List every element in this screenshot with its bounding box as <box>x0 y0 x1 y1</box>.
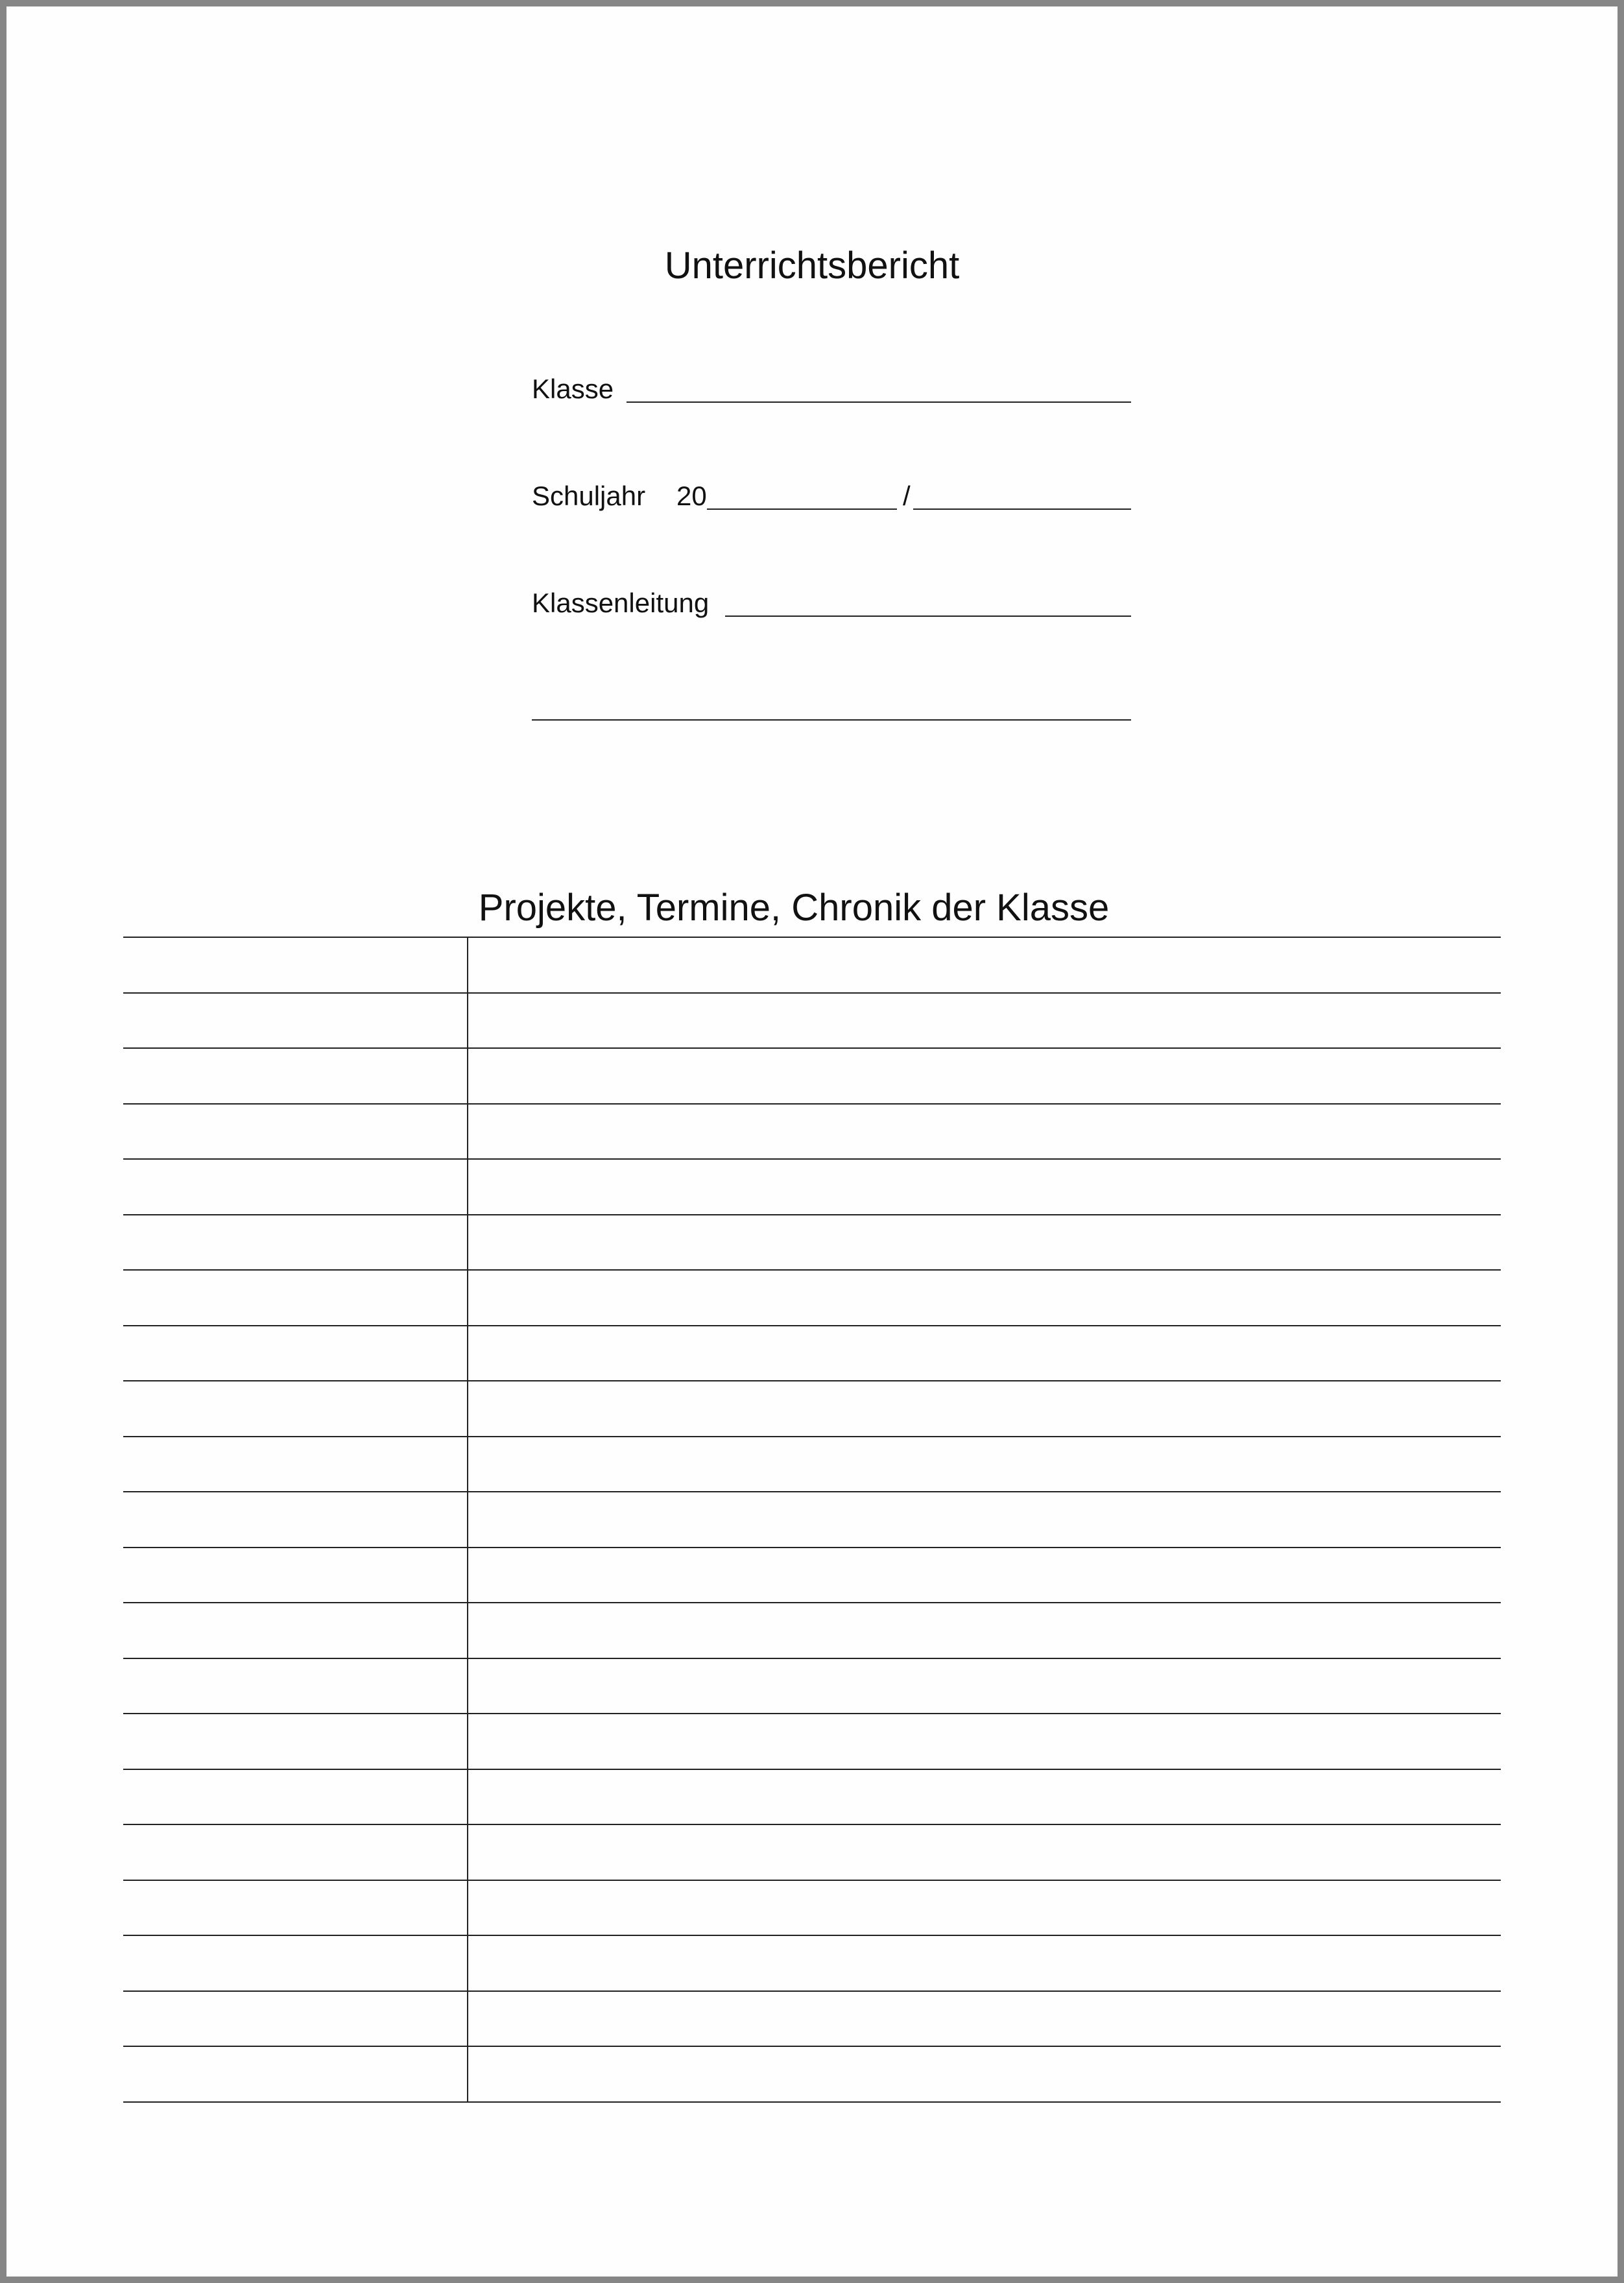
entry-cell[interactable] <box>468 1270 1501 1326</box>
entry-cell[interactable] <box>468 1991 1501 2047</box>
date-cell[interactable] <box>123 993 468 1049</box>
table-row <box>123 1215 1501 1271</box>
entry-cell[interactable] <box>468 1769 1501 1825</box>
date-cell[interactable] <box>123 1603 468 1658</box>
entry-cell[interactable] <box>468 1492 1501 1548</box>
table-row <box>123 2046 1501 2102</box>
table-row <box>123 1159 1501 1215</box>
page-title: Unterrichtsbericht <box>664 245 960 287</box>
date-cell[interactable] <box>123 1935 468 1991</box>
klassenleitung-label: Klassenleitung <box>532 588 710 618</box>
date-cell[interactable] <box>123 937 468 993</box>
date-cell[interactable] <box>123 1714 468 1769</box>
date-cell[interactable] <box>123 1381 468 1437</box>
date-cell[interactable] <box>123 1658 468 1714</box>
table-row <box>123 1991 1501 2047</box>
table-row <box>123 1326 1501 1381</box>
date-cell[interactable] <box>123 1824 468 1880</box>
entry-cell[interactable] <box>468 1104 1501 1160</box>
table-row <box>123 1492 1501 1548</box>
schuljahr-row <box>532 473 1131 519</box>
entry-cell[interactable] <box>468 2046 1501 2102</box>
entry-cell[interactable] <box>468 1824 1501 1880</box>
entry-cell[interactable] <box>468 1658 1501 1714</box>
date-cell[interactable] <box>123 1880 468 1936</box>
entry-cell[interactable] <box>468 1935 1501 1991</box>
table-row <box>123 1935 1501 1991</box>
table-row <box>123 1437 1501 1492</box>
table-row <box>123 1658 1501 1714</box>
table-row <box>123 1603 1501 1658</box>
table-row <box>123 1104 1501 1160</box>
entry-cell[interactable] <box>468 1159 1501 1215</box>
klasse-row <box>532 366 1131 412</box>
date-cell[interactable] <box>123 1548 468 1603</box>
extra-field-line[interactable] <box>532 719 1131 721</box>
table-row <box>123 1824 1501 1880</box>
chronicle-table-body <box>123 937 1501 2102</box>
schuljahr-start-field-line[interactable] <box>707 508 897 510</box>
entry-cell[interactable] <box>468 1714 1501 1769</box>
entry-cell[interactable] <box>468 1381 1501 1437</box>
date-cell[interactable] <box>123 1991 468 2047</box>
entry-cell[interactable] <box>468 1437 1501 1492</box>
date-cell[interactable] <box>123 1215 468 1271</box>
table-row <box>123 993 1501 1049</box>
klasse-field-line[interactable] <box>627 401 1131 403</box>
entry-cell[interactable] <box>468 1215 1501 1271</box>
klassenleitung-field-line[interactable] <box>725 616 1131 617</box>
schuljahr-separator: / <box>903 481 911 511</box>
chronicle-table <box>123 937 1501 2103</box>
date-cell[interactable] <box>123 1492 468 1548</box>
schuljahr-prefix: 20 <box>676 481 707 511</box>
entry-cell[interactable] <box>468 993 1501 1049</box>
klassenleitung-row <box>532 580 1131 626</box>
entry-cell[interactable] <box>468 1880 1501 1936</box>
table-row <box>123 1714 1501 1769</box>
date-cell[interactable] <box>123 1270 468 1326</box>
section-title: Projekte, Termine, Chronik der Klasse <box>478 887 1110 929</box>
table-row <box>123 1048 1501 1104</box>
entry-cell[interactable] <box>468 1048 1501 1104</box>
date-cell[interactable] <box>123 1048 468 1104</box>
date-cell[interactable] <box>123 1326 468 1381</box>
table-row <box>123 1548 1501 1603</box>
date-cell[interactable] <box>123 1104 468 1160</box>
schuljahr-label: Schuljahr <box>532 481 646 511</box>
entry-cell[interactable] <box>468 1603 1501 1658</box>
table-row <box>123 1880 1501 1936</box>
table-row <box>123 937 1501 993</box>
table-row <box>123 1270 1501 1326</box>
date-cell[interactable] <box>123 1769 468 1825</box>
table-row <box>123 1381 1501 1437</box>
extra-row <box>532 684 1131 730</box>
date-cell[interactable] <box>123 2046 468 2102</box>
entry-cell[interactable] <box>468 937 1501 993</box>
klasse-label: Klasse <box>532 374 614 404</box>
entry-cell[interactable] <box>468 1326 1501 1381</box>
table-row <box>123 1769 1501 1825</box>
schuljahr-end-field-line[interactable] <box>913 508 1131 510</box>
date-cell[interactable] <box>123 1437 468 1492</box>
date-cell[interactable] <box>123 1159 468 1215</box>
entry-cell[interactable] <box>468 1548 1501 1603</box>
